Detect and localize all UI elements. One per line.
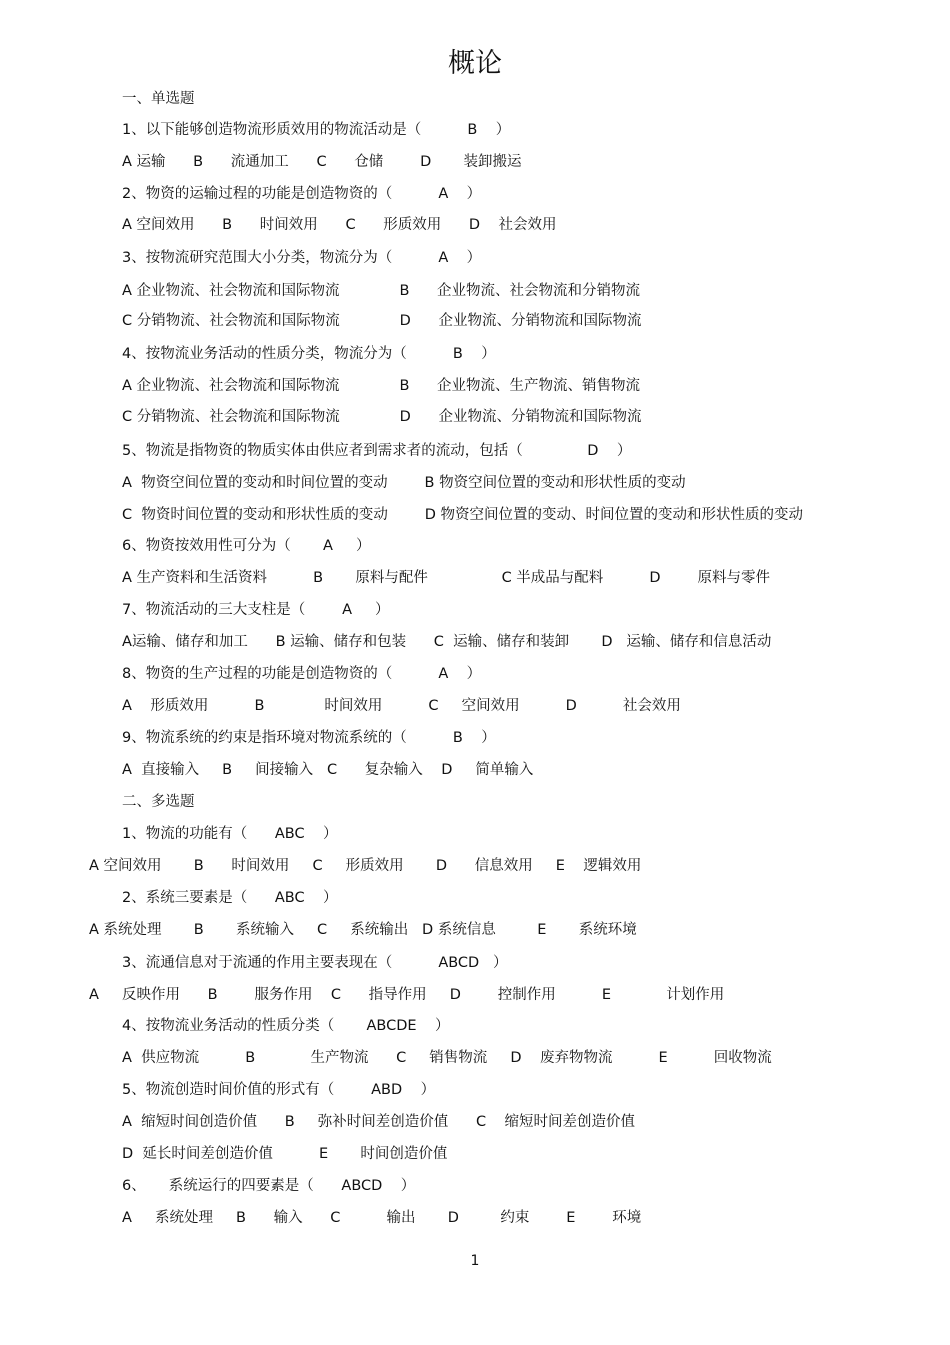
question-options: A 供应物流 B 生产物流 C 销售物流 D 废弃物物流 E 回收物流: [122, 1050, 772, 1066]
question-options: A 反映作用 B 服务作用 C 指导作用 D 控制作用 E 计划作用: [89, 987, 725, 1003]
question-stem: 3、流通信息对于流通的作用主要表现在（ ABCD ）: [122, 955, 508, 971]
question-options: A 空间效用 B 时间效用 C 形质效用 D 社会效用: [122, 217, 557, 233]
question-stem: 8、物资的生产过程的功能是创造物资的（ A ）: [122, 666, 482, 682]
question-stem: 6、 系统运行的四要素是（ ABCD ）: [122, 1178, 416, 1194]
question-options: C 分销物流、社会物流和国际物流 D 企业物流、分销物流和国际物流: [122, 409, 642, 425]
question-options: A 物资空间位置的变动和时间位置的变动 B 物资空间位置的变动和形状性质的变动: [122, 475, 686, 491]
question-stem: 6、物资按效用性可分为（ A ）: [122, 538, 371, 554]
question-options: D 延长时间差创造价值 E 时间创造价值: [122, 1146, 448, 1162]
question-options: A 系统处理 B 输入 C 输出 D 约束 E 环境: [122, 1210, 642, 1226]
question-stem: 2、系统三要素是（ ABC ）: [122, 890, 338, 906]
question-options: A 形质效用 B 时间效用 C 空间效用 D 社会效用: [122, 698, 681, 714]
question-stem: 7、物流活动的三大支柱是（ A ）: [122, 602, 390, 618]
page-title: 概论: [448, 48, 502, 79]
question-stem: 5、物流创造时间价值的形式有（ ABD ）: [122, 1082, 436, 1098]
question-options: A 企业物流、社会物流和国际物流 B 企业物流、生产物流、销售物流: [122, 378, 641, 394]
question-stem: 2、物资的运输过程的功能是创造物资的（ A ）: [122, 186, 482, 202]
question-stem: 4、按物流业务活动的性质分类，物流分为（ B ）: [122, 346, 496, 362]
question-options: A 企业物流、社会物流和国际物流 B 企业物流、社会物流和分销物流: [122, 283, 641, 299]
question-stem: 1、物流的功能有（ ABC ）: [122, 826, 338, 842]
question-options: A 系统处理 B 系统输入 C 系统输出 D 系统信息 E 系统环境: [89, 922, 637, 938]
question-stem: 5、物流是指物资的物质实体由供应者到需求者的流动，包括（ D ）: [122, 443, 632, 459]
question-options: A 缩短时间创造价值 B 弥补时间差创造价值 C 缩短时间差创造价值: [122, 1114, 635, 1130]
section-heading-single-choice: 一、单选题: [122, 91, 195, 107]
question-stem: 3、按物流研究范围大小分类，物流分为（ A ）: [122, 250, 482, 266]
question-stem: 1、以下能够创造物流形质效用的物流活动是（ B ）: [122, 122, 511, 138]
question-options: A 直接输入 B 间接输入 C 复杂输入 D 简单输入: [122, 762, 534, 778]
question-stem: 4、按物流业务活动的性质分类（ ABCDE ）: [122, 1018, 450, 1034]
page-number: 1: [470, 1253, 480, 1269]
question-stem: 9、物流系统的约束是指环境对物流系统的（ B ）: [122, 730, 496, 746]
section-heading-multiple-choice: 二、多选题: [122, 794, 195, 810]
question-options: C 分销物流、社会物流和国际物流 D 企业物流、分销物流和国际物流: [122, 313, 642, 329]
question-options: A运输、储存和加工 B 运输、储存和包装 C 运输、储存和装卸 D 运输、储存和信息活动: [122, 634, 772, 650]
question-options: C 物资时间位置的变动和形状性质的变动 D 物资空间位置的变动、时间位置的变动和形状性质的变动: [122, 507, 803, 523]
question-options: A 运输 B 流通加工 C 仓储 D 装卸搬运: [122, 154, 522, 170]
question-options: A 空间效用 B 时间效用 C 形质效用 D 信息效用 E 逻辑效用: [89, 858, 642, 874]
question-options: A 生产资料和生活资料 B 原料与配件 C 半成品与配料 D 原料与零件: [122, 570, 770, 586]
